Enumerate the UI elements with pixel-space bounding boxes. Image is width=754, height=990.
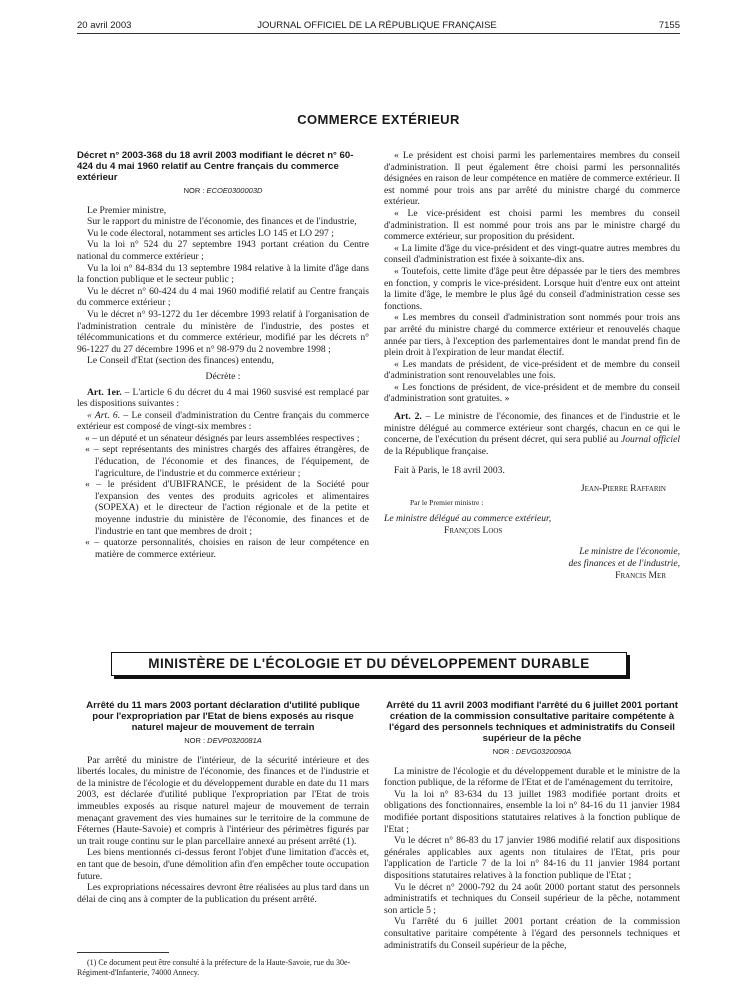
nor-code: DEVP0320081A [207,736,262,745]
decree-nor [77,185,369,197]
footnote [77,958,369,978]
arrete2-nor [384,746,680,758]
visa-line: Le Conseil d'Etat (section des finances) entendu, [87,355,274,367]
member-item: « – un député et un sénateur désignés par leurs assemblées respectives ; [85,432,360,444]
minister-economie: Le ministre de l'économie, [579,546,680,558]
nor-label: NOR : [492,747,514,756]
right-paragraph: « Les fonctions de président, de vice-président et de membre du conseil d'administration sont gratuites. » [384,381,680,405]
arrete2-paragraph: Vu la loi n° 83-634 du 13 juillet 1983 modifiée portant droits et obligations des fonctionnaires, ensemble la loi n° 84-16 du 11 janvier 1984 modifiée portant dispositions statutaires relatives à la fonction publique de l'Etat ; [384,788,680,835]
member-item: « – quatorze personnalités, choisies en raison de leur compétence en matière de commerce extérieur. [85,537,369,560]
right-paragraph: « La limite d'âge du vice-président et des vingt-quatre autres membres du conseil d'administration est fixée à soixante-dix ans. [384,242,680,266]
nor-code: ECOE0300003D [206,186,263,195]
section-box [111,652,627,676]
arrete1-paragraph: Les biens mentionnés ci-dessus feront l'objet d'une limitation d'accès et, en tant que de besoin, d'une démolition afin d'en empêcher toute occupation future. [77,847,369,882]
visa-line: Sur le rapport du ministre de l'économie, des finances et de l'industrie, [87,216,357,228]
section-title-commerce: COMMERCE EXTÉRIEUR [297,112,460,127]
article-1-head: Art. 1er. [87,386,122,398]
header-page: 7155 [658,20,680,31]
nor-label: NOR : [183,186,205,195]
header-date: 20 avril 2003 [77,20,132,31]
minister-commerce: Le ministre délégué au commerce extérieur, [384,513,552,525]
header-journal: JOURNAL OFFICIEL DE LA RÉPUBLIQUE FRANÇAISE [257,20,497,31]
arrete2-paragraph: Vu le décret n° 86-83 du 17 janvier 1986 modifié relatif aux dispositions générales applicables aux agents non titulaires de l'Etat, pris pour l'application de l'article 7 de la loi n° 84-16 du 11 janvier 1984 portant dispositions statutaires relatives à la fonction publique de l'Etat ; [384,835,680,881]
arrete2-title: Arrêté du 11 avril 2003 modifiant l'arrêté du 6 juillet 2001 portant création de la commission consultative paritaire compétente à l'égard des personnels techniques et administratifs du Conseil supérieur de la pêche [386,700,678,744]
article-2-head: Art. 2. [394,411,422,423]
footnote-text: (1) Ce document peut être consulté à la préfecture de la Haute-Savoie, rue du 30e-Régiment-d'Infanterie, 74000 Annecy. [77,958,351,977]
arrete2-paragraph: Vu le décret n° 2000-792 du 24 août 2000 portant statut des personnels administratifs et techniques du Conseil supérieur de la pêche, notamment son article 5 ; [384,881,680,916]
article-6-head: « Art. 6. [87,409,121,421]
right-paragraph: « Le président est choisi parmi les parlementaires membres du conseil d'administration. Il peut également être choisi parmi les personnalités désignées en raison de leur compétence en matière de commerce extérieur. Il est nommé pour trois ans par arrêté du ministre chargé du commerce extérieur. [384,150,680,208]
arrete2-paragraph: Vu l'arrêté du 6 juillet 2001 portant création de la commission consultative paritaire compétente à l'égard des personnels techniques et administratifs du Conseil supérieur de la pêche, [384,916,680,951]
article-1-text: – L'article 6 du décret du 4 mai 1960 susvisé est remplacé par les dispositions suivantes : [77,386,369,410]
article-1 [77,387,369,410]
header-rule [77,33,680,34]
members-list [77,433,369,561]
arrete1-column [77,700,369,905]
nor-code: DEVG0320090A [515,747,572,756]
arrete2-paragraph: La ministre de l'écologie et du développement durable et le ministre de la fonction publique, de la réforme de l'Etat et de l'aménagement du territoire, [384,765,680,789]
article-2-text-end: de la République française. [384,445,489,457]
decrete: Décrète : [205,370,241,382]
right-paragraph: « Les membres du conseil d'administration sont nommés pour trois ans par arrêté du ministre chargé du commerce extérieur et renouvelés chaque année par tiers, à l'exception des parlementaires dont le mandat prend fin de plein droit à l'expiration de leur mandat électif. [384,312,680,359]
arrete2-column [384,700,680,951]
right-paragraph: « Toutefois, cette limite d'âge peut être dépassée par le tiers des membres en fonction, y compris le vice-président. Lorsque huit d'entre eux ont atteint la limite d'âge, le membre le plus âgé du conseil d'administration cesse ses fonctions. [384,265,680,312]
visa-line: Le Premier ministre, [87,204,167,216]
article-6-text: – Le conseil d'administration du Centre français du commerce extérieur est composé de vingt-six membres : [77,409,369,433]
par-line: Par le Premier ministre : [410,497,484,507]
decree-right-column [384,150,680,581]
section-title-ecologie: MINISTÈRE DE L'ÉCOLOGIE ET DU DÉVELOPPEMENT DURABLE [148,656,590,671]
nor-label: NOR : [184,736,206,745]
right-paragraph: « Les mandats de président, de vice-président et de membre du conseil d'administration sont renouvelables une fois. [384,358,680,382]
decree-title: Décret n° 2003-368 du 18 avril 2003 modifiant le décret n° 60-424 du 4 mai 1960 relatif au Centre français du commerce extérieur [77,150,354,183]
article-2 [384,411,680,457]
signer-loos: François Loos [444,524,503,536]
member-item: « – le président d'UBIFRANCE, le président de la Société pour l'expansion des ventes des produits agricoles et alimentaires (SOPEXA) et le directeur de l'action régionale et de la petite et moyenne industrie du ministère de l'économie, des finances et de l'industrie en tant que membres de droit ; [85,479,369,537]
article-2-text: – Le ministre de l'économie, des finances et de l'industrie et le ministre délégué au commerce extérieur sont chargés, chacun en ce qui le concerne, de l'exécution du présent décret, qui sera publié au [384,411,681,446]
arrete1-paragraph: Les expropriations nécessaires devront être réalisées au plus tard dans un délai de cinq ans à compter de la publication du présent arrêté. [77,882,369,905]
signer-mer: Francis Mer [615,569,666,581]
visa-line: Vu la loi n° 524 du 27 septembre 1943 portant création du Centre national du commerce extérieur ; [77,239,369,262]
journal-officiel-ref: Journal officiel [620,434,681,446]
arrete1-title: Arrêté du 11 mars 2003 portant déclaration d'utilité publique pour l'expropriation par l'Etat de biens exposés au risque naturel majeur de mouvement de terrain [86,700,360,733]
decree-left-column [77,150,369,560]
visa-line: Vu le décret n° 60-424 du 4 mai 1960 modifié relatif au Centre français du commerce extérieur ; [77,285,369,309]
visa-line: Vu le décret n° 93-1272 du 1er décembre 1993 relatif à l'organisation de l'administration centrale du ministère de l'industrie, des postes et télécommunications et du commerce extérieur, modifié par les décrets n° 96-1227 du 27 décembre 1996 et n° 98-979 du 2 novembre 1998 ; [77,308,369,355]
member-item: « – sept représentants des ministres chargés des affaires étrangères, de l'éducation, de l'économie et des finances, de l'équipement, de l'agriculture, de l'industrie et du commerce extérieur ; [85,444,369,479]
article-6 [77,410,369,433]
minister-economie-2: des finances et de l'industrie, [568,558,680,569]
visa-line: Vu le code électoral, notamment ses articles LO 145 et LO 297 ; [87,227,334,239]
signer-raffarin: Jean-Pierre Raffarin [580,483,666,495]
arrete1-nor [77,735,369,747]
visa-line: Vu la loi n° 84-834 du 13 septembre 1984 relative à la limite d'âge dans la fonction publique et le secteur public ; [77,262,369,286]
right-paragraph: « Le vice-président est choisi parmi les membres du conseil d'administration. Il est nommé pour trois ans par le ministre chargé du commerce extérieur, sur proposition du président. [384,207,680,243]
arrete1-paragraph: Par arrêté du ministre de l'intérieur, de la sécurité intérieure et des libertés locales, du ministre de l'économie, des finances et de l'industrie et de la ministre de l'écologie et du développement durable en date du 11 mars 2003, est déclarée d'utilité publique l'expropriation par l'Etat de trois immeubles exposés au risque naturel majeur de mouvement de terrain menaçant gravement des vies humaines sur le territoire de la commune de Féternes (Haute-Savoie) et compris à l'intérieur des périmètres figurés par un trait rouge continu sur le plan parcellaire annexé au présent arrêté (1). [77,754,369,847]
footnote-rule [77,952,169,953]
fait-line: Fait à Paris, le 18 avril 2003. [394,465,505,477]
